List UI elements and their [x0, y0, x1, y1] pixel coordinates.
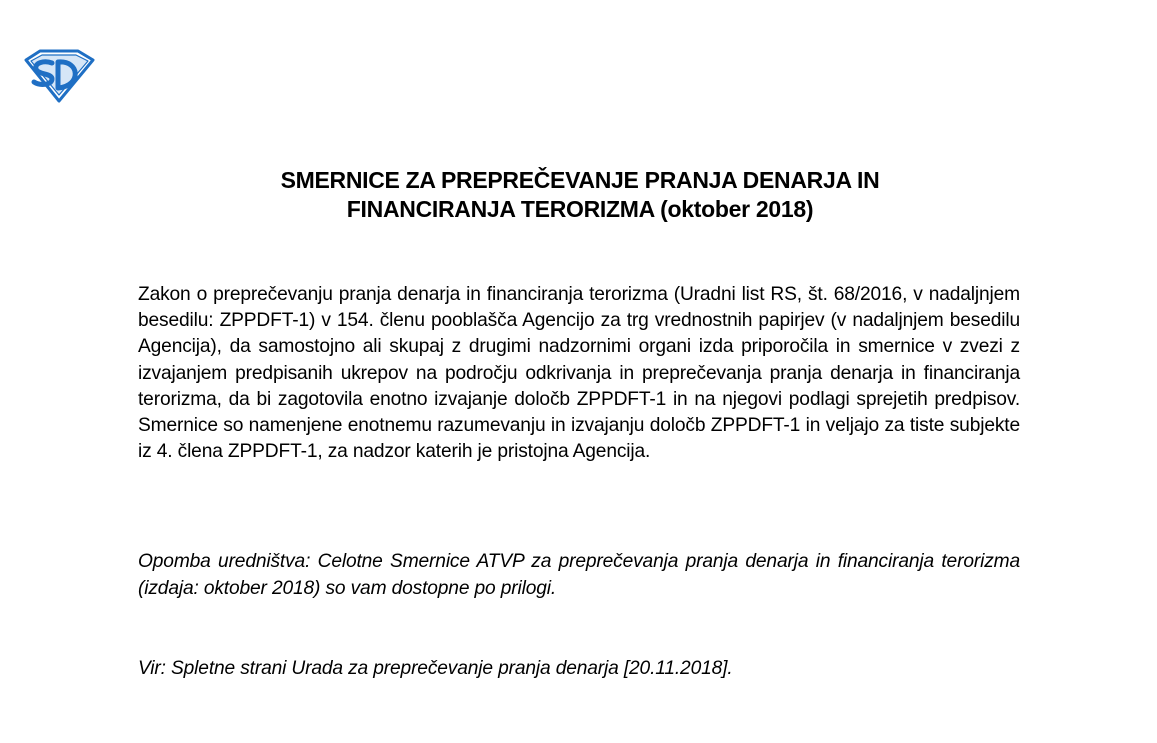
title-line-1: SMERNICE ZA PREPREČEVANJE PRANJA DENARJA IN	[280, 167, 880, 193]
sd-shield-logo-icon	[22, 48, 96, 104]
document-title	[130, 166, 1030, 224]
title-line-2: FINANCIRANJA TERORIZMA (oktober 2018)	[346, 196, 814, 222]
source-line: Vir: Spletne strani Urada za preprečevanje pranja denarja [20.11.2018].	[138, 658, 733, 679]
editorial-note: Opomba uredništva: Celotne Smernice ATVP za preprečevanja pranja denarja in financiranja terorizma (izdaja: oktober 2018) so vam dostopne po prilogi.	[138, 551, 1020, 599]
body-paragraph: Zakon o preprečevanju pranja denarja in financiranja terorizma (Uradni list RS, št. 68/2016, v nadaljnjem besedilu: ZPPDFT-1) v 154. členu pooblašča Agencijo za trg vrednostnih papirjev (v nadaljnjem besedilu Agencija), da samostojno ali skupaj z drugimi nadzornimi organi izda priporočila in smernice v zvezi z izvajanjem predpisanih ukrepov na področju odkrivanja in preprečevanja pranja denarja in financiranja terorizma, da bi zagotovila enotno izvajanje določb ZPPDFT-1 in na njegovi podlagi sprejetih predpisov. Smernice so namenjene enotnemu razumevanju in izvajanju določb ZPPDFT-1 in veljajo za tiste subjekte iz 4. člena ZPPDFT-1, za nadzor katerih je pristojna Agencija.	[138, 284, 1020, 463]
